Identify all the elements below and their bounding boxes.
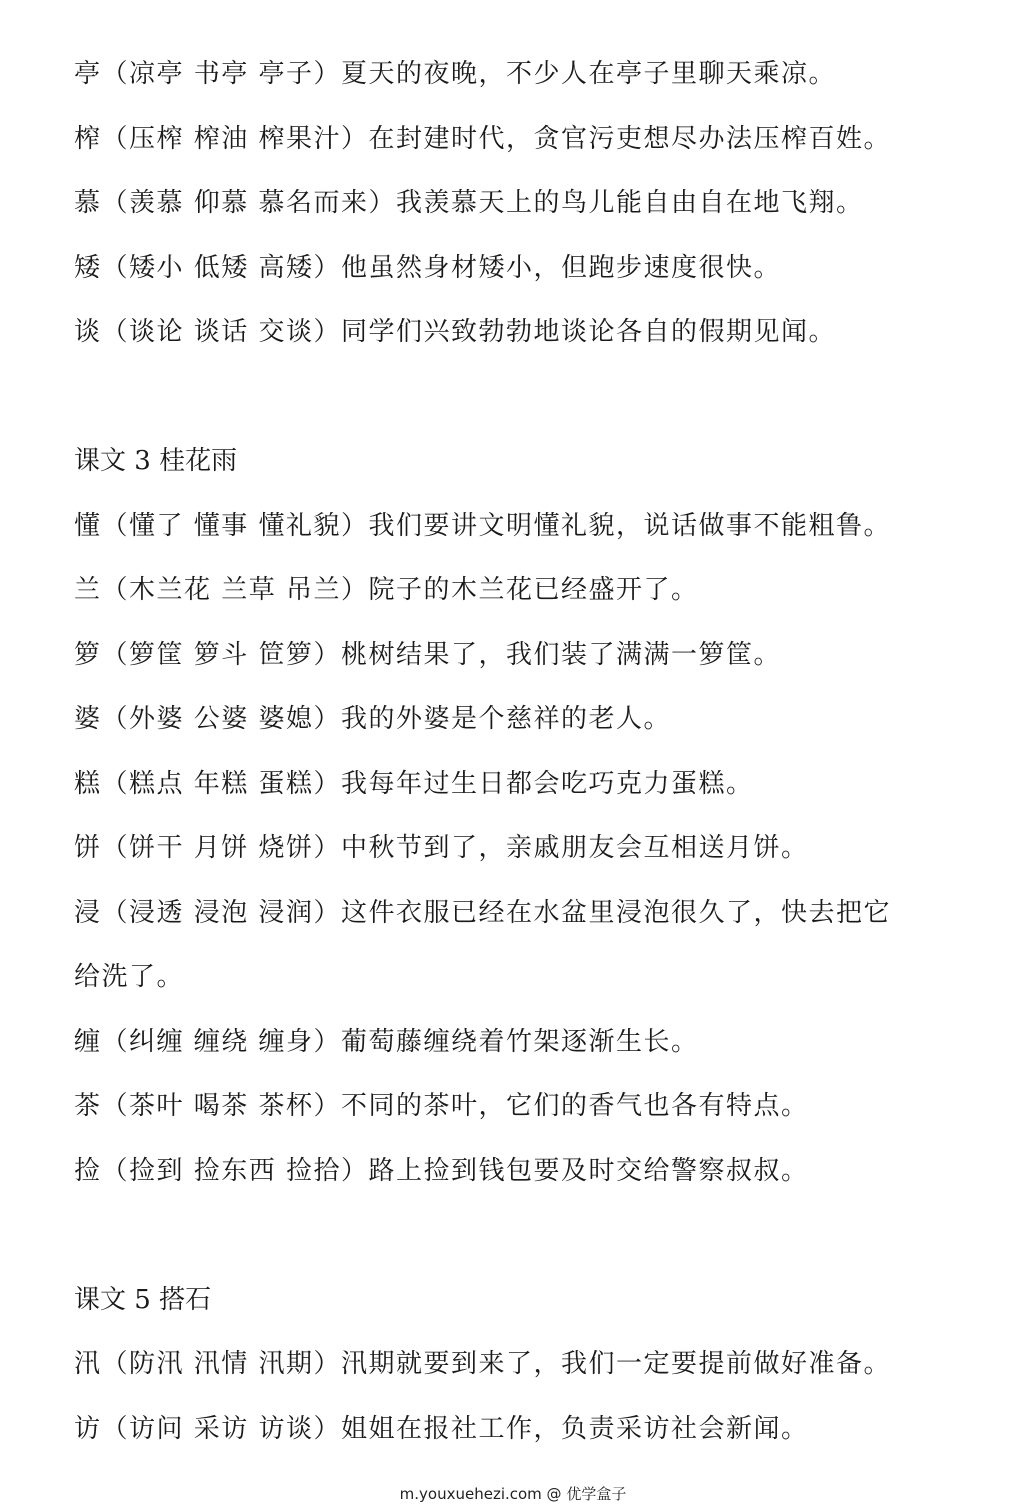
section-gap — [74, 381, 954, 446]
vocab-line: 浸（浸透 浸泡 浸润）这件衣服已经在水盆里浸泡很久了，快去把它 — [74, 897, 892, 928]
vocab-line: 茶（茶叶 喝茶 茶杯）不同的茶叶，它们的香气也各有特点。 — [74, 1091, 809, 1121]
vocab-line-continuation: 给洗了。 — [74, 962, 185, 992]
vocab-line: 缠（纠缠 缠绕 缠身）葡萄藤缠绕着竹架逐渐生长。 — [74, 1026, 699, 1057]
document-body — [74, 58, 954, 1477]
vocab-line: 捡（捡到 捡东西 捡拾）路上捡到钱包要及时交给警察叔叔。 — [74, 1155, 809, 1186]
vocab-line: 亭（凉亭 书亭 亭子）夏天的夜晚，不少人在亭子里聊天乘凉。 — [74, 59, 837, 89]
vocab-line: 兰（木兰花 兰草 吊兰）院子的木兰花已经盛开了。 — [74, 575, 699, 605]
vocab-line: 懂（懂了 懂事 懂礼貌）我们要讲文明懂礼貌，说话做事不能粗鲁。 — [74, 510, 892, 541]
vocab-line: 糕（糕点 年糕 蛋糕）我每年过生日都会吃巧克力蛋糕。 — [74, 768, 754, 799]
vocab-line: 慕（羡慕 仰慕 慕名而来）我羡慕天上的鸟儿能自由自在地飞翔。 — [74, 188, 864, 218]
section-lesson-5 — [74, 1284, 954, 1445]
section-lesson-3 — [74, 445, 954, 1187]
vocab-line: 饼（饼干 月饼 烧饼）中秋节到了，亲戚朋友会互相送月饼。 — [74, 833, 809, 863]
section-continued — [74, 58, 954, 348]
section-gap — [74, 1219, 954, 1284]
vocab-line: 箩（箩筐 箩斗 笸箩）桃树结果了，我们装了满满一箩筐。 — [74, 639, 782, 670]
vocab-line: 婆（外婆 公婆 婆媳）我的外婆是个慈祥的老人。 — [74, 704, 672, 734]
section-title: 课文 5 搭石 — [74, 1284, 212, 1315]
vocab-line: 访（访问 采访 访谈）姐姐在报社工作，负责采访社会新闻。 — [74, 1413, 809, 1444]
vocab-line: 谈（谈论 谈话 交谈）同学们兴致勃勃地谈论各自的假期见闻。 — [74, 317, 837, 347]
section-title: 课文 3 桂花雨 — [74, 446, 238, 476]
vocab-line: 矮（矮小 低矮 高矮）他虽然身材矮小，但跑步速度很快。 — [74, 252, 782, 283]
vocab-line: 榨（压榨 榨油 榨果汁）在封建时代，贪官污吏想尽办法压榨百姓。 — [74, 123, 892, 154]
watermark-footer: m.youxuehezi.com @ 优学盒子 — [399, 1485, 627, 1503]
vocab-line: 汛（防汛 汛情 汛期）汛期就要到来了，我们一定要提前做好准备。 — [74, 1349, 892, 1379]
